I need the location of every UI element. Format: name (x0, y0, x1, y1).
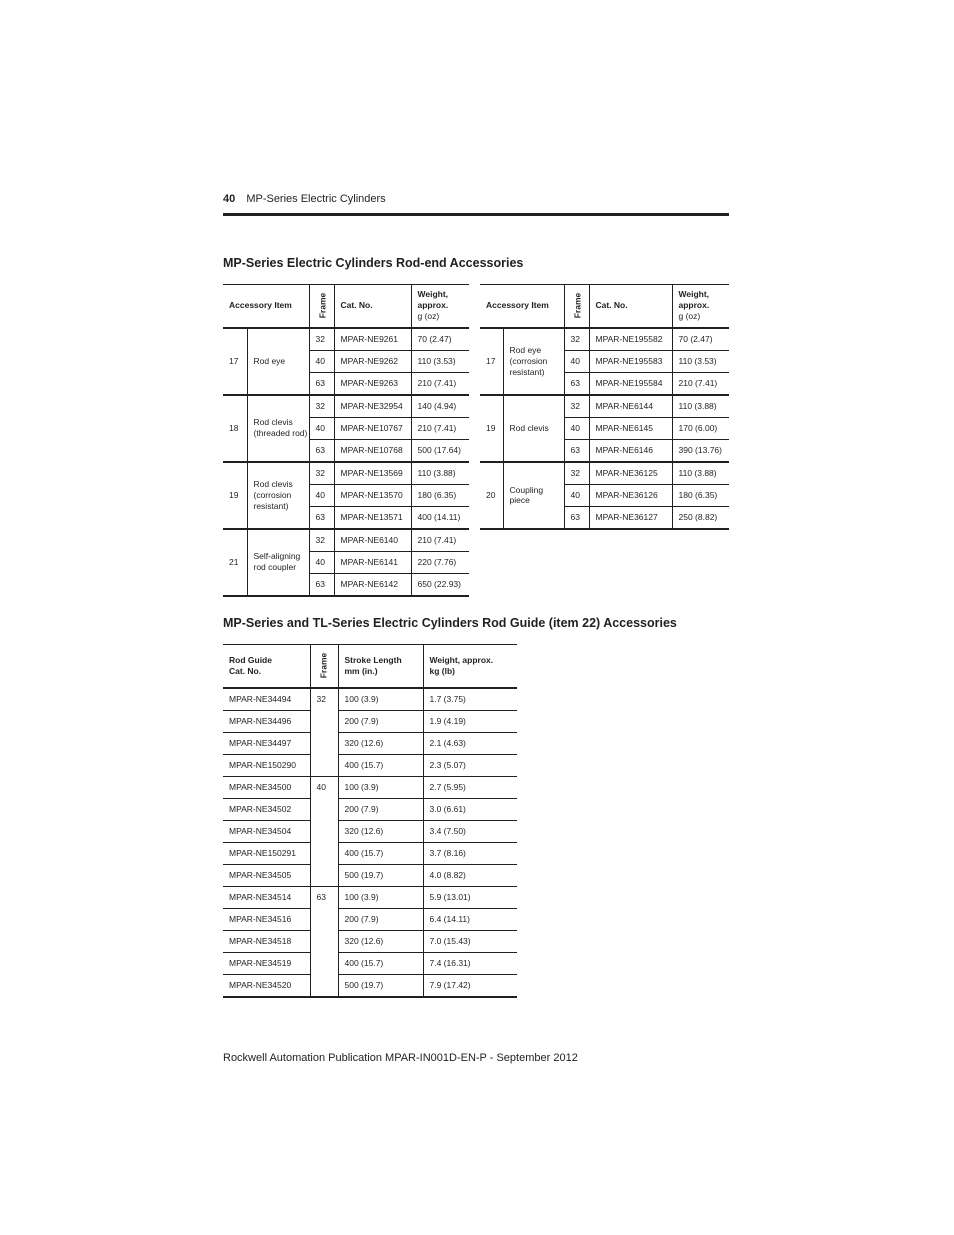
weight-cell: 1.7 (3.75) (423, 688, 517, 711)
table-row (223, 710, 517, 732)
table-row (223, 529, 469, 552)
item-number: 17 (480, 328, 503, 395)
col-frame: Frame (310, 645, 338, 688)
weight-cell: 110 (3.53) (672, 350, 729, 372)
frame-cell: 63 (564, 506, 589, 529)
stroke-cell: 320 (12.6) (338, 732, 423, 754)
weight-cell: 7.4 (16.31) (423, 952, 517, 974)
stroke-cell: 100 (3.9) (338, 688, 423, 711)
cat-no-cell: MPAR-NE195584 (589, 372, 672, 395)
weight-cell: 180 (6.35) (672, 484, 729, 506)
table-header-row (480, 285, 729, 328)
col-accessory-item: Accessory Item (223, 285, 309, 328)
table-row (223, 732, 517, 754)
frame-cell: 40 (564, 350, 589, 372)
table-row (223, 754, 517, 776)
weight-cell: 110 (3.88) (411, 462, 469, 485)
frame-cell: 40 (310, 776, 338, 886)
table-row (223, 930, 517, 952)
frame-cell: 32 (309, 529, 334, 552)
table-row (223, 328, 469, 351)
cat-no-cell: MPAR-NE34504 (223, 820, 310, 842)
weight-cell: 4.0 (8.82) (423, 864, 517, 886)
col-accessory-item: Accessory Item (480, 285, 564, 328)
weight-cell: 210 (7.41) (411, 372, 469, 395)
rod-end-accessories-title: MP-Series Electric Cylinders Rod-end Accessories (223, 256, 524, 270)
page-header (223, 193, 386, 205)
cat-no-cell: MPAR-NE195582 (589, 328, 672, 351)
weight-cell: 140 (4.94) (411, 395, 469, 418)
frame-cell: 32 (309, 462, 334, 485)
table-row (223, 908, 517, 930)
weight-cell: 2.3 (5.07) (423, 754, 517, 776)
cat-no-cell: MPAR-NE13571 (334, 506, 411, 529)
rod-guide-accessories-title: MP-Series and TL-Series Electric Cylinders Rod Guide (item 22) Accessories (223, 616, 677, 630)
table-row (480, 395, 729, 418)
accessory-name: Self-aligning rod coupler (247, 529, 309, 596)
cat-no-cell: MPAR-NE36126 (589, 484, 672, 506)
col-weight: Weight, approx. g (oz) (672, 285, 729, 328)
frame-cell: 32 (564, 462, 589, 485)
cat-no-cell: MPAR-NE6141 (334, 551, 411, 573)
cat-no-cell: MPAR-NE13569 (334, 462, 411, 485)
cat-no-cell: MPAR-NE32954 (334, 395, 411, 418)
cat-no-cell: MPAR-NE6142 (334, 573, 411, 596)
col-weight: Weight, approx. g (oz) (411, 285, 469, 328)
table-row (223, 886, 517, 908)
col-weight: Weight, approx. kg (lb) (423, 645, 517, 688)
accessory-name: Rod clevis (threaded rod) (247, 395, 309, 462)
cat-no-cell: MPAR-NE34505 (223, 864, 310, 886)
frame-cell: 63 (564, 439, 589, 462)
accessory-name: Rod eye (247, 328, 309, 395)
item-number: 19 (480, 395, 503, 462)
cat-no-cell: MPAR-NE34514 (223, 886, 310, 908)
item-number: 19 (223, 462, 247, 529)
header-title: MP-Series Electric Cylinders (246, 193, 386, 205)
frame-cell: 40 (309, 551, 334, 573)
weight-cell: 250 (8.82) (672, 506, 729, 529)
table-row (223, 688, 517, 711)
frame-cell: 40 (564, 417, 589, 439)
cat-no-cell: MPAR-NE36127 (589, 506, 672, 529)
cat-no-cell: MPAR-NE6140 (334, 529, 411, 552)
cat-no-cell: MPAR-NE13570 (334, 484, 411, 506)
table-header-row (223, 285, 469, 328)
accessory-name: Coupling piece (503, 462, 564, 529)
table-row (223, 395, 469, 418)
cat-no-cell: MPAR-NE34518 (223, 930, 310, 952)
weight-cell: 7.0 (15.43) (423, 930, 517, 952)
weight-cell: 1.9 (4.19) (423, 710, 517, 732)
cat-no-cell: MPAR-NE34496 (223, 710, 310, 732)
cat-no-cell: MPAR-NE9263 (334, 372, 411, 395)
weight-cell: 400 (14.11) (411, 506, 469, 529)
col-rod-guide-cat-no: Rod Guide Cat. No. (223, 645, 310, 688)
page-number: 40 (223, 193, 236, 205)
weight-cell: 5.9 (13.01) (423, 886, 517, 908)
rod-end-accessories-table-left (223, 284, 469, 597)
stroke-cell: 400 (15.7) (338, 952, 423, 974)
cat-no-cell: MPAR-NE34494 (223, 688, 310, 711)
cat-no-cell: MPAR-NE34497 (223, 732, 310, 754)
col-frame: Frame (564, 285, 589, 328)
cat-no-cell: MPAR-NE9261 (334, 328, 411, 351)
cat-no-cell: MPAR-NE10767 (334, 417, 411, 439)
rod-guide-table (223, 644, 517, 998)
weight-cell: 650 (22.93) (411, 573, 469, 596)
accessory-name: Rod eye (corrosion resistant) (503, 328, 564, 395)
stroke-cell: 500 (19.7) (338, 864, 423, 886)
cat-no-cell: MPAR-NE34516 (223, 908, 310, 930)
frame-cell: 32 (564, 328, 589, 351)
table-row (223, 974, 517, 997)
stroke-cell: 200 (7.9) (338, 710, 423, 732)
cat-no-cell: MPAR-NE10768 (334, 439, 411, 462)
weight-cell: 7.9 (17.42) (423, 974, 517, 997)
stroke-cell: 320 (12.6) (338, 930, 423, 952)
weight-cell: 110 (3.88) (672, 395, 729, 418)
cat-no-cell: MPAR-NE6144 (589, 395, 672, 418)
weight-cell: 3.4 (7.50) (423, 820, 517, 842)
weight-cell: 70 (2.47) (672, 328, 729, 351)
weight-cell: 110 (3.53) (411, 350, 469, 372)
weight-cell: 6.4 (14.11) (423, 908, 517, 930)
cat-no-cell: MPAR-NE6146 (589, 439, 672, 462)
table-row (223, 462, 469, 485)
frame-cell: 63 (309, 372, 334, 395)
item-number: 21 (223, 529, 247, 596)
stroke-cell: 500 (19.7) (338, 974, 423, 997)
weight-cell: 70 (2.47) (411, 328, 469, 351)
frame-cell: 40 (309, 484, 334, 506)
table-row (223, 820, 517, 842)
cat-no-cell: MPAR-NE150291 (223, 842, 310, 864)
weight-cell: 2.7 (5.95) (423, 776, 517, 798)
rod-end-accessories-table-right (480, 284, 729, 530)
col-stroke-length: Stroke Length mm (in.) (338, 645, 423, 688)
cat-no-cell: MPAR-NE34500 (223, 776, 310, 798)
stroke-cell: 100 (3.9) (338, 886, 423, 908)
cat-no-cell: MPAR-NE34519 (223, 952, 310, 974)
table-row (223, 842, 517, 864)
cat-no-cell: MPAR-NE34502 (223, 798, 310, 820)
weight-cell: 180 (6.35) (411, 484, 469, 506)
weight-cell: 500 (17.64) (411, 439, 469, 462)
weight-cell: 210 (7.41) (411, 417, 469, 439)
col-cat-no: Cat. No. (589, 285, 672, 328)
header-rule (223, 213, 729, 216)
stroke-cell: 200 (7.9) (338, 798, 423, 820)
weight-cell: 110 (3.88) (672, 462, 729, 485)
frame-cell: 63 (309, 506, 334, 529)
stroke-cell: 200 (7.9) (338, 908, 423, 930)
table-row (480, 462, 729, 485)
weight-cell: 390 (13.76) (672, 439, 729, 462)
weight-cell: 210 (7.41) (672, 372, 729, 395)
weight-cell: 220 (7.76) (411, 551, 469, 573)
frame-cell: 63 (309, 439, 334, 462)
accessory-name: Rod clevis (corrosion resistant) (247, 462, 309, 529)
table-row (223, 952, 517, 974)
cat-no-cell: MPAR-NE34520 (223, 974, 310, 997)
cat-no-cell: MPAR-NE6145 (589, 417, 672, 439)
cat-no-cell: MPAR-NE9262 (334, 350, 411, 372)
item-number: 17 (223, 328, 247, 395)
table-row (223, 776, 517, 798)
frame-cell: 32 (309, 328, 334, 351)
weight-cell: 3.0 (6.61) (423, 798, 517, 820)
accessory-name: Rod clevis (503, 395, 564, 462)
page-footer: Rockwell Automation Publication MPAR-IN001D-EN-P - September 2012 (223, 1052, 578, 1064)
frame-cell: 63 (564, 372, 589, 395)
cat-no-cell: MPAR-NE36125 (589, 462, 672, 485)
stroke-cell: 100 (3.9) (338, 776, 423, 798)
weight-cell: 3.7 (8.16) (423, 842, 517, 864)
table-row (223, 798, 517, 820)
table-row (480, 328, 729, 351)
item-number: 18 (223, 395, 247, 462)
col-frame: Frame (309, 285, 334, 328)
frame-cell: 63 (310, 886, 338, 997)
stroke-cell: 320 (12.6) (338, 820, 423, 842)
frame-cell: 63 (309, 573, 334, 596)
weight-cell: 210 (7.41) (411, 529, 469, 552)
frame-cell: 40 (309, 350, 334, 372)
col-cat-no: Cat. No. (334, 285, 411, 328)
table-header-row (223, 645, 517, 688)
frame-cell: 32 (310, 688, 338, 777)
frame-cell: 32 (309, 395, 334, 418)
frame-cell: 40 (564, 484, 589, 506)
frame-cell: 40 (309, 417, 334, 439)
stroke-cell: 400 (15.7) (338, 842, 423, 864)
table-row (223, 864, 517, 886)
weight-cell: 2.1 (4.63) (423, 732, 517, 754)
weight-cell: 170 (6.00) (672, 417, 729, 439)
cat-no-cell: MPAR-NE195583 (589, 350, 672, 372)
item-number: 20 (480, 462, 503, 529)
cat-no-cell: MPAR-NE150290 (223, 754, 310, 776)
frame-cell: 32 (564, 395, 589, 418)
stroke-cell: 400 (15.7) (338, 754, 423, 776)
